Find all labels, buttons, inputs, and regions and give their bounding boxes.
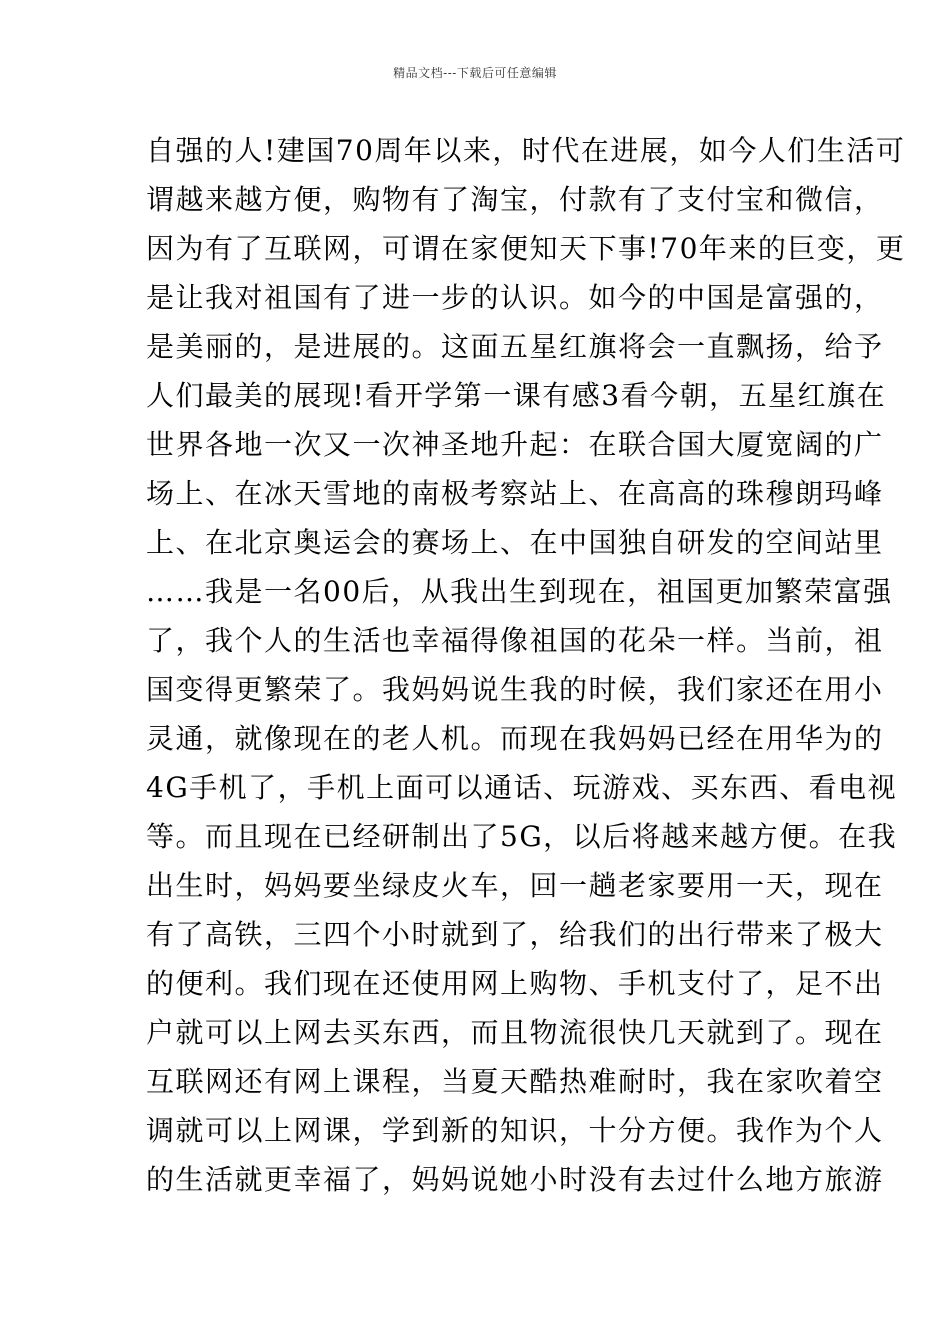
text-line: 场上、在冰天雪地的南极考察站上、在高高的珠穆朗玛峰	[146, 477, 884, 510]
text-line: ……我是一名00后，从我出生到现在，祖国更加繁荣富强	[146, 575, 893, 608]
text-line: 户就可以上网去买东西，而且物流很快几天就到了。现在	[146, 1016, 884, 1049]
text-line: 谓越来越方便，购物有了淘宝，付款有了支付宝和微信，	[146, 183, 884, 216]
text-line: 国变得更繁荣了。我妈妈说生我的时候，我们家还在用小	[146, 673, 884, 706]
text-line: 是让我对祖国有了进一步的认识。如今的中国是富强的，	[146, 281, 884, 314]
text-line: 有了高铁，三四个小时就到了，给我们的出行带来了极大	[146, 918, 884, 951]
text-line: 等。而且现在已经研制出了5G，以后将越来越方便。在我	[146, 820, 898, 853]
page-header: 精品文档---下载后可任意编辑	[393, 66, 557, 80]
text-line: 人们最美的展现!看开学第一课有感3看今朝，五星红旗在	[146, 379, 887, 412]
text-line: 因为有了互联网，可谓在家便知天下事!70年来的巨变，更	[146, 232, 906, 265]
text-line: 自强的人!建国70周年以来，时代在进展，如今人们生活可	[146, 134, 906, 167]
text-line: 出生时，妈妈要坐绿皮火车，回一趟老家要用一天，现在	[146, 869, 884, 902]
body-text	[146, 126, 906, 1204]
text-line: 了，我个人的生活也幸福得像祖国的花朵一样。当前，祖	[146, 624, 884, 657]
text-line: 4G手机了，手机上面可以通话、玩游戏、买东西、看电视	[146, 771, 898, 804]
text-line: 灵通，就像现在的老人机。而现在我妈妈已经在用华为的	[146, 722, 884, 755]
text-line: 是美丽的，是进展的。这面五星红旗将会一直飘扬，给予	[146, 330, 884, 363]
text-line: 互联网还有网上课程，当夏天酷热难耐时，我在家吹着空	[146, 1065, 884, 1098]
text-line: 上、在北京奥运会的赛场上、在中国独自研发的空间站里	[146, 526, 884, 559]
text-line: 世界各地一次又一次神圣地升起：在联合国大厦宽阔的广	[146, 428, 884, 461]
text-line: 的便利。我们现在还使用网上购物、手机支付了，足不出	[146, 967, 884, 1000]
text-line: 调就可以上网课，学到新的知识，十分方便。我作为个人	[146, 1114, 884, 1147]
text-line: 的生活就更幸福了，妈妈说她小时没有去过什么地方旅游	[146, 1163, 884, 1196]
